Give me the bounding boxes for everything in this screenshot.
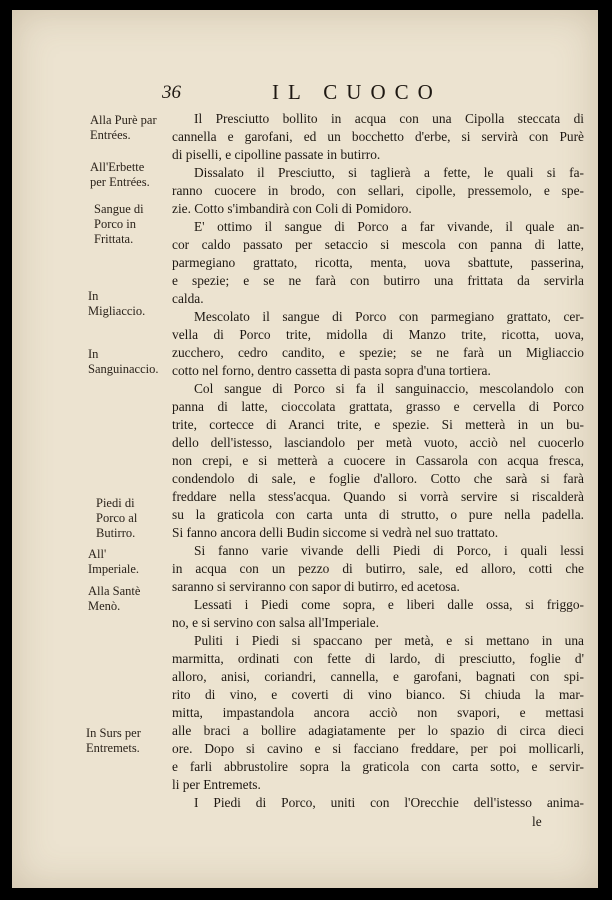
text-line: su la graticola con carta unta di strutto, o pure nella padella. — [172, 507, 584, 522]
page-header — [162, 80, 592, 110]
text-line: calda. — [172, 291, 204, 306]
text-line: zucchero, cedro candito, e spezie; se ne farà un Migliaccio — [172, 345, 584, 360]
text-line: I Piedi di Porco, uniti con l'Orecchie dell'istesso anima- — [194, 795, 584, 810]
margin-note: All'Erbette per Entrées. — [90, 160, 150, 189]
text-line: alle braci a bollire adagiatamente per lo spazio di circa dieci — [172, 723, 584, 738]
running-head: IL CUOCO — [272, 80, 442, 104]
margin-note: All' Imperiale. — [88, 547, 140, 576]
text-line: Si fanno varie vivande delli Piedi di Porco, i quali lessi — [194, 543, 584, 558]
catchword: le — [532, 814, 542, 829]
text-line: cotto nel forno, dentro cassetta di pasta sopra d'una tortiera. — [172, 363, 491, 378]
text-line: in acqua con un pezzo di butirro, sale, ed alloro, cotti che — [172, 561, 584, 576]
margin-note: Sangue di Porco in Frittata. — [94, 202, 144, 246]
text-line: cor caldo passato per setaccio si mescola con panna di latte, — [172, 237, 584, 252]
text-line: Col sangue di Porco si fa il sanguinaccio, mescolandolo con — [194, 381, 584, 396]
text-line: Si fanno ancora delli Budin siccome si vedrà nel suo trattato. — [172, 525, 499, 540]
text-line: panna di latte, cioccolata grattata, grasso e cervella di Porco — [172, 399, 584, 414]
page-number: 36 — [162, 82, 181, 103]
text-line: Mescolato il sangue di Porco con parmegiano grattato, cer- — [194, 309, 584, 324]
margin-note: In Sanguinaccio. — [88, 347, 159, 376]
text-line: parmegiano grattato, ricotta, menta, uova sbattute, passerina, — [172, 255, 584, 270]
text-line: marmitta, ordinati con fette di lardo, di presciutto, foglie d' — [172, 651, 584, 666]
text-line: e farli abbrustolire sopra la graticola con carta sotto, e servir- — [172, 759, 584, 774]
text-line: E' ottimo il sangue di Porco a far vivande, il quale an- — [194, 219, 584, 234]
margin-note: Alla Purè par Entrées. — [90, 113, 157, 142]
margin-note: Piedi di Porco al Butirro. — [96, 496, 138, 540]
text-line: condendolo di sale, e foglie d'alloro. Cotto che sarà si farà — [172, 471, 584, 486]
text-line: ranno cuocere in brodo, con sellari, cipolle, pressemolo, e spe- — [172, 183, 584, 198]
text-line: Dissalato il Presciutto, si taglierà a fette, le quali si fa- — [194, 165, 584, 180]
text-line: e spezie; e se ne farà con butirro una frittata da servirla — [172, 273, 584, 288]
book-page — [12, 10, 598, 888]
margin-note: Alla Santè Menò. — [88, 584, 141, 613]
text-line: Il Presciutto bollito in acqua con una Cipolla steccata di — [194, 111, 584, 126]
margin-note: In Surs per Entremets. — [86, 726, 141, 755]
text-line: non crepi, e si metterà a cuocere in Cassarola con acqua fresca, — [172, 453, 584, 468]
margin-note: In Migliaccio. — [88, 289, 146, 318]
text-line: Lessati i Piedi come sopra, e liberi dalle ossa, si friggo- — [194, 597, 584, 612]
text-line: alloro, anisi, coriandri, cannella, e garofani, bagnati con spi- — [172, 669, 584, 684]
text-line: freddare nella stess'acqua. Quando si vorrà servire si riscalderà — [172, 489, 584, 504]
text-line: Puliti i Piedi si spaccano per metà, e si mettano in una — [194, 633, 584, 648]
text-line: cannella e garofani, ed un bocchetto d'erbe, si servirà con Purè — [172, 129, 584, 144]
text-line: mitta, impastandola ancora acciò non svapori, e mettasi — [172, 705, 584, 720]
text-line: rito di vino, e coverti di vino bianco. Si chiuda la mar- — [172, 687, 584, 702]
text-line: li per Entremets. — [172, 777, 261, 792]
text-line: trite, cortecce di Aranci trite, e spezie. Si metterà in un bu- — [172, 417, 584, 432]
text-line: no, e si servino con salsa all'Imperiale. — [172, 615, 379, 630]
text-line: di piselli, e cipolline passate in butirro. — [172, 147, 381, 162]
text-line: zie. Cotto s'imbandirà con Coli di Pomidoro. — [172, 201, 412, 216]
text-line: saranno si serviranno con sapor di butirro, ed acetosa. — [172, 579, 460, 594]
text-line: dello dell'istesso, lasciandolo per metà vuoto, acciò nel cuocerlo — [172, 435, 584, 450]
text-line: ore. Dopo si cavino e si facciano freddare, per poi mollicarli, — [172, 741, 584, 756]
text-line: vella di Porco trite, midolla di Manzo trite, ricotta, uova, — [172, 327, 584, 342]
